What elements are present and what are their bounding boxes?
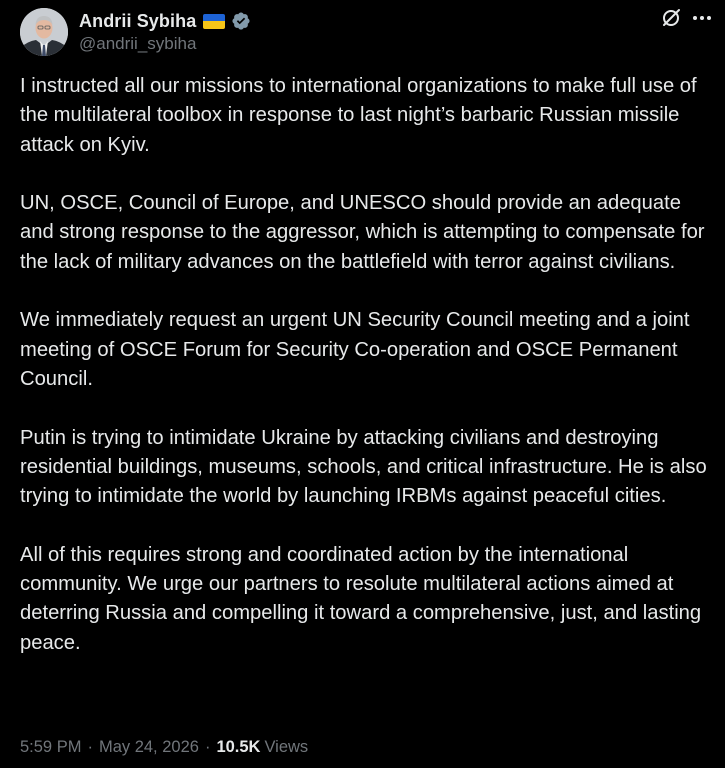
- author-display-name[interactable]: Andrii Sybiha: [79, 10, 197, 31]
- user-block: [79, 10, 251, 54]
- post-time[interactable]: 5:59 PM: [20, 738, 82, 756]
- name-row: [79, 10, 251, 32]
- views-label: Views: [264, 738, 309, 756]
- tweet-meta: [20, 738, 308, 757]
- tweet-paragraph: Putin is trying to intimidate Ukraine by attacking civilians and destroying residential buildings, museums, schools, and critical infrastructure. He is also trying to intimidate the world by launching IRBMs against peaceful cities.: [20, 426, 707, 508]
- tweet-paragraph: UN, OSCE, Council of Europe, and UNESCO should provide an adequate and strong response to the aggressor, which is attempting to compensate for the lack of military advances on the battlefield with terror against civilians.: [20, 192, 705, 273]
- post-date[interactable]: May 24, 2026: [98, 738, 199, 756]
- verified-badge-icon[interactable]: [231, 11, 251, 31]
- tweet-paragraph: All of this requires strong and coordinated action by the international community. We urge our partners to resolute multilateral actions aimed at deterring Russia and compelling it toward a comprehensive, just, and lasting peace.: [20, 543, 702, 654]
- meta-separator: ·: [204, 738, 211, 756]
- ukraine-flag-icon: [203, 14, 225, 29]
- tweet-paragraph: We immediately request an urgent UN Security Council meeting and a joint meeting of OSCE Forum for Security Co-operation and OSCE Permanent Council.: [20, 309, 690, 390]
- more-horizontal-icon[interactable]: [690, 7, 714, 29]
- avatar[interactable]: [20, 8, 68, 56]
- avatar-image: [20, 8, 68, 56]
- views-count[interactable]: 10.5K: [216, 738, 261, 756]
- author-handle[interactable]: @andrii_sybiha: [79, 34, 197, 53]
- tweet-body: [20, 72, 710, 658]
- tweet-paragraph: I instructed all our missions to international organizations to make full use of the multilateral toolbox in response to last night’s barbaric Russian missile attack on Kyiv.: [20, 75, 697, 156]
- tweet-header: [20, 6, 251, 58]
- grok-slash-circle-icon[interactable]: [660, 7, 682, 29]
- meta-separator: ·: [87, 738, 93, 756]
